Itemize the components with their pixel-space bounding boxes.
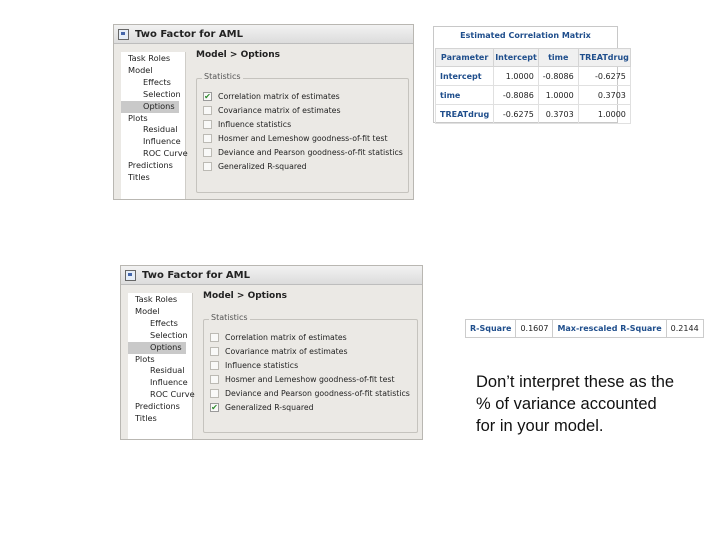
options-panel xyxy=(192,45,409,199)
correlation-matrix-title: Estimated Correlation Matrix xyxy=(460,31,591,40)
note-text: Don’t interpret these as the % of variance accounted for in your model. xyxy=(476,373,675,435)
row-header: time xyxy=(436,86,494,105)
nav-item-predictions[interactable]: Predictions xyxy=(128,160,173,171)
checkbox[interactable] xyxy=(203,148,212,157)
checkbox[interactable] xyxy=(203,106,212,115)
checkbox[interactable] xyxy=(203,162,212,171)
option-row[interactable] xyxy=(203,92,340,101)
dialog-title: Two Factor for AML xyxy=(135,28,243,40)
dialog-title: Two Factor for AML xyxy=(142,269,250,281)
panel-title: Model > Options xyxy=(196,50,281,60)
option-label: Correlation matrix of estimates xyxy=(218,92,340,101)
option-row[interactable] xyxy=(203,162,307,171)
dialog-two-factor-aml-1 xyxy=(113,24,414,200)
nav-item-selection[interactable]: Selection xyxy=(150,329,188,340)
table-row xyxy=(466,320,704,338)
option-row[interactable] xyxy=(203,106,341,115)
option-label: Correlation matrix of estimates xyxy=(225,333,347,342)
checkbox[interactable] xyxy=(210,347,219,356)
option-label: Covariance matrix of estimates xyxy=(225,347,348,356)
option-label: Influence statistics xyxy=(218,120,292,129)
panel-title: Model > Options xyxy=(203,291,288,301)
option-label: Hosmer and Lemeshow goodness-of-fit test xyxy=(225,375,395,384)
option-row[interactable] xyxy=(210,389,410,398)
max-rescaled-rsquare-label: Max-rescaled R-Square xyxy=(553,320,666,338)
option-row[interactable] xyxy=(203,120,291,129)
statistics-group xyxy=(196,72,409,193)
rsquare-label: R-Square xyxy=(466,320,516,338)
row-header: Intercept xyxy=(436,67,494,86)
group-legend: Statistics xyxy=(204,72,241,81)
nav-item-residual[interactable]: Residual xyxy=(150,365,185,376)
table-cell: -0.8086 xyxy=(538,67,578,86)
column-header: Intercept xyxy=(494,49,539,67)
max-rescaled-rsquare-value: 0.2144 xyxy=(666,320,703,338)
column-header: Parameter xyxy=(436,49,494,67)
option-label: Deviance and Pearson goodness-of-fit statistics xyxy=(218,148,403,157)
row-header: TREATdrug xyxy=(436,105,494,124)
checkbox[interactable] xyxy=(203,134,212,143)
task-nav-tree xyxy=(121,52,186,199)
nav-item-roc-curve[interactable]: ROC Curve xyxy=(150,389,195,400)
nav-item-options[interactable]: Options xyxy=(121,101,179,113)
table-row xyxy=(436,105,631,124)
table-cell: 0.3703 xyxy=(578,86,630,105)
correlation-matrix-table xyxy=(435,48,631,124)
nav-item-residual[interactable]: Residual xyxy=(143,124,178,135)
group-legend: Statistics xyxy=(211,313,248,322)
nav-item-selection[interactable]: Selection xyxy=(143,88,181,99)
checkbox[interactable] xyxy=(210,361,219,370)
option-label: Covariance matrix of estimates xyxy=(218,106,341,115)
table-cell: 1.0000 xyxy=(538,86,578,105)
option-row[interactable] xyxy=(210,361,298,370)
checkbox[interactable] xyxy=(210,389,219,398)
checkbox[interactable] xyxy=(203,120,212,129)
nav-item-model[interactable]: Model xyxy=(128,64,153,75)
correlation-matrix-output xyxy=(433,26,629,123)
nav-item-plots[interactable]: Plots xyxy=(135,353,155,364)
table-cell: -0.6275 xyxy=(578,67,630,86)
table-row xyxy=(436,67,631,86)
nav-item-effects[interactable]: Effects xyxy=(143,76,171,87)
dialog-two-factor-aml-2 xyxy=(120,265,423,440)
window-icon xyxy=(118,29,129,40)
rsquare-value: 0.1607 xyxy=(516,320,553,338)
table-cell: -0.8086 xyxy=(494,86,539,105)
column-header: TREATdrug xyxy=(578,49,630,67)
column-header: time xyxy=(538,49,578,67)
nav-item-roc-curve[interactable]: ROC Curve xyxy=(143,148,188,159)
dialog-titlebar xyxy=(114,25,413,44)
checkbox[interactable] xyxy=(210,375,219,384)
table-cell: 1.0000 xyxy=(494,67,539,86)
option-row[interactable] xyxy=(210,375,395,384)
option-label: Influence statistics xyxy=(225,361,299,370)
nav-item-model[interactable]: Model xyxy=(135,305,160,316)
options-panel xyxy=(199,286,418,439)
table-row xyxy=(436,86,631,105)
checkbox[interactable] xyxy=(210,333,219,342)
nav-item-options[interactable]: Options xyxy=(128,342,186,354)
option-label: Generalized R-squared xyxy=(225,403,314,412)
nav-item-titles[interactable]: Titles xyxy=(128,172,150,183)
table-cell: 0.3703 xyxy=(538,105,578,124)
window-icon xyxy=(125,270,136,281)
nav-item-task-roles[interactable]: Task Roles xyxy=(128,53,171,63)
option-label: Deviance and Pearson goodness-of-fit statistics xyxy=(225,389,410,398)
statistics-group xyxy=(203,313,418,433)
option-row[interactable] xyxy=(210,333,347,342)
option-row[interactable] xyxy=(210,403,314,412)
option-label: Hosmer and Lemeshow goodness-of-fit test xyxy=(218,134,388,143)
nav-item-influence[interactable]: Influence xyxy=(150,377,188,388)
nav-item-plots[interactable]: Plots xyxy=(128,112,148,123)
nav-item-predictions[interactable]: Predictions xyxy=(135,401,180,412)
dialog-titlebar xyxy=(121,266,422,285)
nav-item-influence[interactable]: Influence xyxy=(143,136,181,147)
option-row[interactable] xyxy=(210,347,348,356)
option-row[interactable] xyxy=(203,148,403,157)
nav-item-task-roles[interactable]: Task Roles xyxy=(135,294,178,304)
option-row[interactable] xyxy=(203,134,388,143)
table-cell: 1.0000 xyxy=(578,105,630,124)
rsquare-table xyxy=(465,319,704,338)
checkbox-checked[interactable]: ✔ xyxy=(204,92,211,101)
task-nav-tree xyxy=(128,293,193,439)
table-cell: -0.6275 xyxy=(494,105,539,124)
nav-item-effects[interactable]: Effects xyxy=(150,317,178,328)
option-label: Generalized R-squared xyxy=(218,162,307,171)
checkbox-checked[interactable]: ✔ xyxy=(211,403,218,412)
nav-item-titles[interactable]: Titles xyxy=(135,413,157,424)
